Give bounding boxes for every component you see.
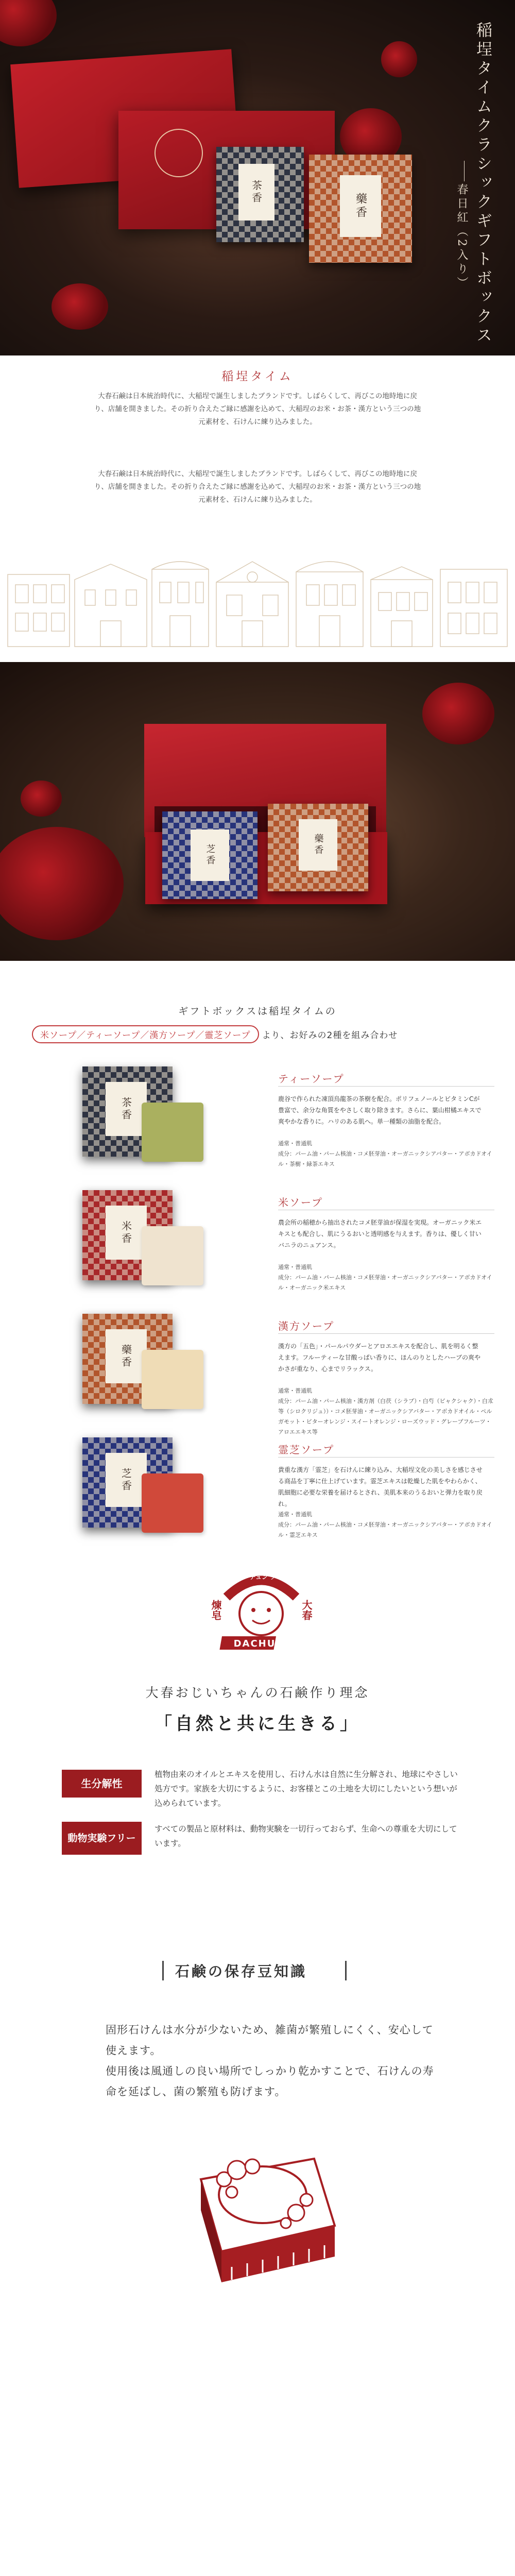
rose-decoration <box>0 827 124 940</box>
product-skin-type: 通常・普通肌 <box>278 1511 312 1518</box>
soap-box-label: 茶香 <box>238 164 274 221</box>
cruelty-free-badge: 動物実験フリー <box>62 1822 142 1855</box>
soap-box-label: 米香 <box>106 1206 147 1260</box>
soap-bar-rice <box>142 1226 203 1285</box>
philosophy-subtitle: 大春おじいちゃんの石鹸作り理念 <box>145 1685 370 1700</box>
soap-box-label: 芝香 <box>191 829 229 881</box>
product-name: ティーソープ <box>278 1073 345 1085</box>
soap-box-label: 芝香 <box>106 1453 147 1507</box>
soap-bar-reishi <box>142 1473 203 1533</box>
logo-bottom-text: DACHUN <box>233 1638 285 1649</box>
product-tea <box>0 1061 515 1180</box>
soap-box-label: 茶香 <box>106 1082 147 1136</box>
combo-suffix: より、お好みの2種を組み合わせ <box>262 1030 398 1041</box>
product-reishi <box>0 1432 515 1551</box>
hero-photo <box>0 0 515 355</box>
product-rice <box>0 1185 515 1303</box>
hero-title: 稲埕タイムクラシックギフトボックス <box>473 22 492 346</box>
title-bar-left <box>162 1961 164 1980</box>
divider-line <box>278 1333 494 1334</box>
product-ingredients: 成分：パーム油・パーム核油・コメ胚芽油・オーガニックシアバター・アボカドオイル・茶樹・緑茶エキス <box>278 1150 492 1167</box>
hero-subtitle: 春日紅（2入り） <box>455 183 468 291</box>
philosophy-title: 「自然と共に生きる」 <box>154 1714 360 1734</box>
product-description: 鹿谷で作られた凍頂烏龍茶の茶樹を配合。ポリフェノールとビタミンCが豊富で、余分な角質をやさしく取り除きます。さらに、葉山柑橘エキスで爽やかな香りに。ハリのある肌へ。単一種類の油脂を配合。 <box>278 1095 482 1125</box>
intro-paragraph: 大春石鹸は日本統治時代に、大稲埕で誕生しましたブランドです。しばらくして、再びこの地時地に戻り、店舗を開きました。その折り合えたご縁に感謝を込めて、大稲埕のお米・お茶・漢方という三つの地元素材を、石けんに練り込みました。 <box>94 392 421 426</box>
soap-bar-tea <box>142 1103 203 1162</box>
intro-paragraph: 大春石鹸は日本統治時代に、大稲埕で誕生しましたブランドです。しばらくして、再びこの地時地に戻り、店舗を開きました。その折り合えたご縁に感謝を込めて、大稲埕のお米・お茶・漢方という三つの地元素材を、石けんに練り込みました。 <box>94 470 421 504</box>
combo-row <box>32 1025 495 1043</box>
product-name: 漢方ソープ <box>278 1320 334 1332</box>
rose-decoration <box>381 41 417 77</box>
divider-line <box>278 1086 494 1087</box>
product-name: 霊芝ソープ <box>278 1444 334 1456</box>
rose-decoration <box>422 683 494 744</box>
logo-arc-text: ダーチュン ソープ <box>237 1573 288 1581</box>
rose-decoration <box>52 283 108 330</box>
brand-emblem <box>154 129 203 177</box>
gift-set-photo <box>0 662 515 961</box>
product-skin-type: 通常・普通肌 <box>278 1140 312 1147</box>
product-reishi-hidden <box>0 1538 515 1677</box>
soap-box-label: 藥香 <box>106 1329 147 1383</box>
combo-intro: ギフトボックスは稲埕タイムの <box>178 1006 337 1017</box>
cruelty-free-text: すべての製品と原材料は、動物実験を一切行っておらず、生命への尊重を大切にしています。 <box>154 1824 457 1848</box>
logo-right-text: 大春 <box>300 1600 313 1620</box>
soap-dish-illustration <box>170 2112 345 2339</box>
title-bar-right <box>345 1961 347 1980</box>
product-name: 米ソープ <box>278 1196 323 1209</box>
product-ingredients: 成分：パーム油・パーム核油・漢方剤（白茯（シラブ）・白芍（ビャクシャク）・白朮等（シロクリジュ））・コメ胚芽油・オーガニックシアバター・アボカドオイル・ペルガモット・ビターオレンジ・スイートオレンジ・ローズウッド・グレープフルーツ・アロエエキス等 <box>278 1398 493 1435</box>
soap-box-label: 藥香 <box>340 175 381 237</box>
product-skin-type: 通常・普通肌 <box>278 1264 312 1270</box>
product-description: 農会所の稲穂から抽出されたコメ胚芽油が保湿を実現。オーガニック米エキスとも配合し、肌にうるおいと透明感を与えます。香りは、優しく甘いバニラのニュアンス。 <box>278 1219 482 1249</box>
soap-box-label: 藥香 <box>299 819 337 871</box>
intro-title: 稲埕タイム <box>221 370 294 383</box>
product-ingredients: 成分：パーム油・パーム核油・コメ胚芽油・オーガニックシアバター・アボカドオイル・オーガニック米エキス <box>278 1274 492 1291</box>
rose-decoration <box>0 0 57 46</box>
biodegradable-badge: 生分解性 <box>62 1770 142 1798</box>
product-ingredients: 成分：パーム油・パーム核油・コメ胚芽油・オーガニックシアバター・アボカドオイル・霊芝エキス <box>278 1521 492 1538</box>
storage-tips-title: 石鹸の保存豆知識 <box>175 1963 307 1980</box>
divider-line <box>464 161 465 181</box>
product-skin-type: 通常・普通肌 <box>278 1387 312 1394</box>
combo-options-pill: 米ソープ／ティーソープ／漢方ソープ／靈芝ソープ <box>32 1025 259 1043</box>
product-description: 貴重な漢方「霊芝」を石けんに練り込み、大稲埕文化の美しさを感じさせる商品を丁寧に仕上げています。霊芝エキスは乾燥した肌をやわらかく、肌細胞に必要な栄養を届けるとされ、美肌本来のうるおいと弾力を取り戻れ。 <box>278 1466 483 1507</box>
logo-left-text: 煉皂 <box>210 1600 222 1620</box>
biodegradable-text: 植物由来のオイルとエキスを使用し、石けん水は自然に生分解され、地球にやさしい処方です。家族を大切にするように、お客様とこの土地を大切にしたいという想いが込められています。 <box>154 1770 458 1808</box>
storage-tip-paragraph: 固形石けんは水分が少ないため、雑菌が繁殖しにくく、安心して使えます。 <box>106 2024 434 2057</box>
product-herbal <box>0 1309 515 1435</box>
storage-tip-paragraph: 使用後は風通しの良い場所でしっかり乾かすことで、石けんの寿命を延ばし、菌の繁殖も防げます。 <box>106 2065 434 2098</box>
divider-line <box>278 1457 494 1458</box>
soap-bar-herbal <box>142 1350 203 1409</box>
rose-decoration <box>21 781 62 817</box>
dadaocheng-skyline-illustration <box>0 554 515 649</box>
product-description: 漢方の「五色」・パールパウダーとアロエエキスを配合し、肌を明るく整えます。フルーティーな甘酸っぱい香りに、ほんのりとしたハーブの爽やかさが重なり、心までリラックス。 <box>278 1343 481 1372</box>
